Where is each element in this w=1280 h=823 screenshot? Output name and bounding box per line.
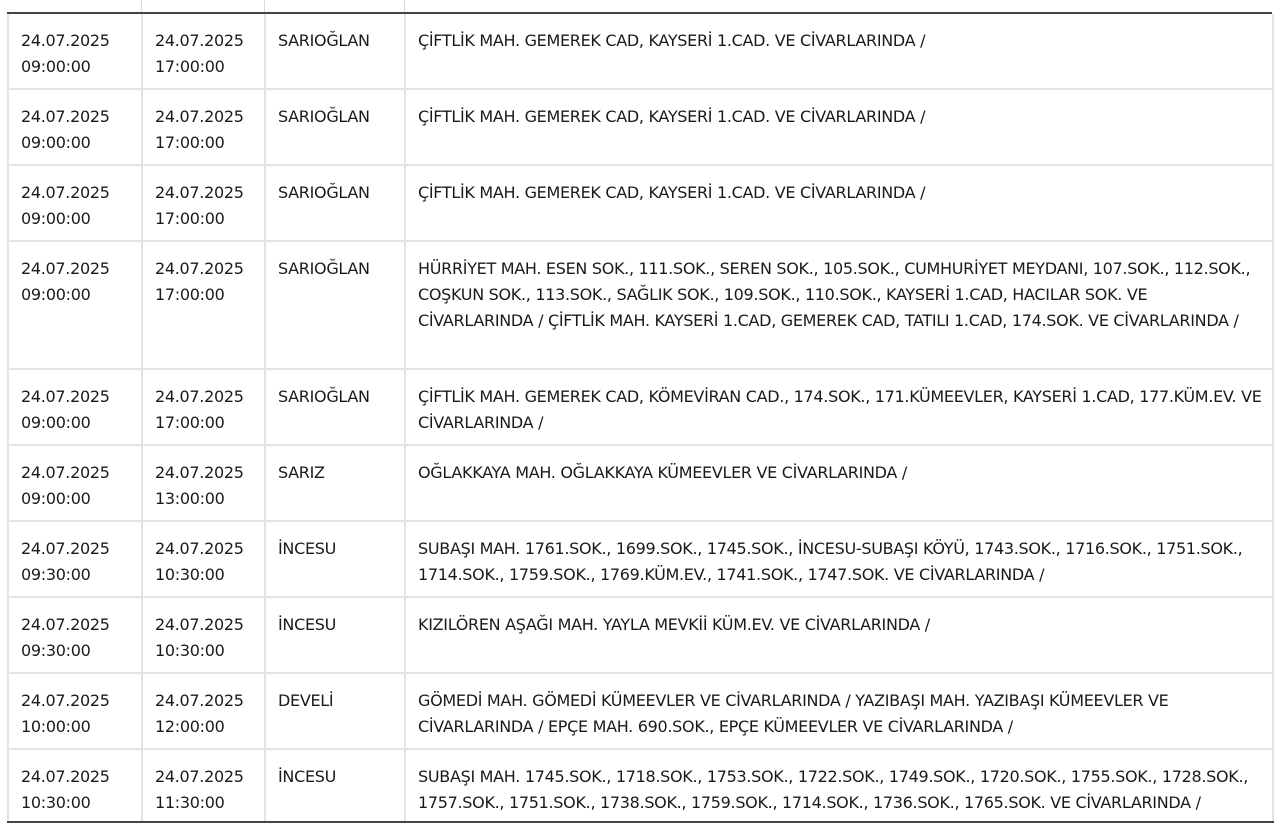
start-time: 10:00:00 — [21, 717, 91, 736]
table-row — [8, 241, 1273, 369]
outage-table-container — [7, 0, 1272, 823]
district-cell: İNCESU — [265, 597, 405, 673]
table-row — [8, 369, 1273, 445]
start-cell — [8, 445, 142, 521]
end-cell — [142, 369, 265, 445]
end-time: 17:00:00 — [155, 133, 225, 152]
start-time: 09:30:00 — [21, 641, 91, 660]
start-date: 24.07.2025 — [21, 107, 110, 126]
district-cell: SARIOĞLAN — [265, 165, 405, 241]
district-cell: SARIOĞLAN — [265, 14, 405, 89]
column-divider — [264, 0, 265, 12]
end-date: 24.07.2025 — [155, 463, 244, 482]
end-time: 17:00:00 — [155, 413, 225, 432]
area-cell: GÖMEDİ MAH. GÖMEDİ KÜMEEVLER VE CİVARLARINDA / YAZIBAŞI MAH. YAZIBAŞI KÜMEEVLER VE CİVARLARINDA / EPÇE MAH. 690.SOK., EPÇE KÜMEEVLER VE CİVARLARINDA / — [405, 673, 1273, 749]
area-cell: ÇİFTLİK MAH. GEMEREK CAD, KÖMEVİRAN CAD., 174.SOK., 171.KÜMEEVLER, KAYSERİ 1.CAD, 177.KÜM.EV. VE CİVARLARINDA / — [405, 369, 1273, 445]
column-divider — [404, 0, 405, 12]
district-cell: DEVELİ — [265, 673, 405, 749]
start-cell — [8, 14, 142, 89]
area-cell: ÇİFTLİK MAH. GEMEREK CAD, KAYSERİ 1.CAD. VE CİVARLARINDA / — [405, 89, 1273, 165]
start-time: 09:00:00 — [21, 209, 91, 228]
end-date: 24.07.2025 — [155, 691, 244, 710]
table-row — [8, 673, 1273, 749]
end-cell — [142, 597, 265, 673]
end-cell — [142, 165, 265, 241]
table-row — [8, 521, 1273, 597]
start-time: 09:00:00 — [21, 489, 91, 508]
end-date: 24.07.2025 — [155, 31, 244, 50]
end-time: 10:30:00 — [155, 641, 225, 660]
end-time: 10:30:00 — [155, 565, 225, 584]
end-date: 24.07.2025 — [155, 615, 244, 634]
column-divider — [141, 0, 142, 12]
table-row — [8, 597, 1273, 673]
area-cell: ÇİFTLİK MAH. GEMEREK CAD, KAYSERİ 1.CAD. VE CİVARLARINDA / — [405, 14, 1273, 89]
start-date: 24.07.2025 — [21, 259, 110, 278]
end-time: 17:00:00 — [155, 209, 225, 228]
start-cell — [8, 241, 142, 369]
start-time: 09:00:00 — [21, 413, 91, 432]
start-date: 24.07.2025 — [21, 615, 110, 634]
area-cell: ÇİFTLİK MAH. GEMEREK CAD, KAYSERİ 1.CAD. VE CİVARLARINDA / — [405, 165, 1273, 241]
area-cell: SUBAŞI MAH. 1745.SOK., 1718.SOK., 1753.SOK., 1722.SOK., 1749.SOK., 1720.SOK., 1755.SOK., 1728.SOK., 1757.SOK., 1751.SOK., 1738.SOK., 1759.SOK., 1714.SOK., 1736.SOK., 1765.SOK. VE CİVARLARINDA / — [405, 749, 1273, 822]
start-cell — [8, 165, 142, 241]
end-cell — [142, 749, 265, 822]
start-date: 24.07.2025 — [21, 183, 110, 202]
table-row — [8, 89, 1273, 165]
start-date: 24.07.2025 — [21, 691, 110, 710]
district-cell: SARIZ — [265, 445, 405, 521]
end-date: 24.07.2025 — [155, 767, 244, 786]
end-time: 17:00:00 — [155, 57, 225, 76]
start-time: 10:30:00 — [21, 793, 91, 812]
district-cell: SARIOĞLAN — [265, 89, 405, 165]
end-cell — [142, 89, 265, 165]
start-cell — [8, 597, 142, 673]
table-row — [8, 14, 1273, 89]
district-cell: SARIOĞLAN — [265, 241, 405, 369]
end-cell — [142, 445, 265, 521]
start-date: 24.07.2025 — [21, 387, 110, 406]
end-date: 24.07.2025 — [155, 259, 244, 278]
table-row — [8, 445, 1273, 521]
start-cell — [8, 369, 142, 445]
end-cell — [142, 241, 265, 369]
start-cell — [8, 521, 142, 597]
end-cell — [142, 14, 265, 89]
end-time: 13:00:00 — [155, 489, 225, 508]
start-date: 24.07.2025 — [21, 463, 110, 482]
end-time: 17:00:00 — [155, 285, 225, 304]
area-cell: KIZILÖREN AŞAĞI MAH. YAYLA MEVKİİ KÜM.EV. VE CİVARLARINDA / — [405, 597, 1273, 673]
start-cell — [8, 673, 142, 749]
area-cell: OĞLAKKAYA MAH. OĞLAKKAYA KÜMEEVLER VE CİVARLARINDA / — [405, 445, 1273, 521]
district-cell: SARIOĞLAN — [265, 369, 405, 445]
table-header-edge — [7, 0, 1272, 14]
start-time: 09:00:00 — [21, 57, 91, 76]
district-cell: İNCESU — [265, 749, 405, 822]
table-row — [8, 165, 1273, 241]
area-cell: HÜRRİYET MAH. ESEN SOK., 111.SOK., SEREN SOK., 105.SOK., CUMHURİYET MEYDANI, 107.SOK., 112.SOK., COŞKUN SOK., 113.SOK., SAĞLIK SOK., 109.SOK., 110.SOK., KAYSERİ 1.CAD, HACILAR SOK. VE CİVARLARINDA / ÇİFTLİK MAH. KAYSERİ 1.CAD, GEMEREK CAD, TATILI 1.CAD, 174.SOK. VE CİVARLARINDA / — [405, 241, 1273, 369]
end-date: 24.07.2025 — [155, 183, 244, 202]
end-date: 24.07.2025 — [155, 107, 244, 126]
end-date: 24.07.2025 — [155, 387, 244, 406]
end-time: 12:00:00 — [155, 717, 225, 736]
area-cell: SUBAŞI MAH. 1761.SOK., 1699.SOK., 1745.SOK., İNCESU-SUBAŞI KÖYÜ, 1743.SOK., 1716.SOK., 1751.SOK., 1714.SOK., 1759.SOK., 1769.KÜM.EV., 1741.SOK., 1747.SOK. VE CİVARLARINDA / — [405, 521, 1273, 597]
start-date: 24.07.2025 — [21, 31, 110, 50]
district-cell: İNCESU — [265, 521, 405, 597]
start-time: 09:00:00 — [21, 285, 91, 304]
end-cell — [142, 673, 265, 749]
end-time: 11:30:00 — [155, 793, 225, 812]
start-time: 09:00:00 — [21, 133, 91, 152]
end-date: 24.07.2025 — [155, 539, 244, 558]
table-row — [8, 749, 1273, 822]
start-date: 24.07.2025 — [21, 539, 110, 558]
start-date: 24.07.2025 — [21, 767, 110, 786]
outage-table — [7, 14, 1274, 823]
start-cell — [8, 89, 142, 165]
start-time: 09:30:00 — [21, 565, 91, 584]
end-cell — [142, 521, 265, 597]
start-cell — [8, 749, 142, 822]
